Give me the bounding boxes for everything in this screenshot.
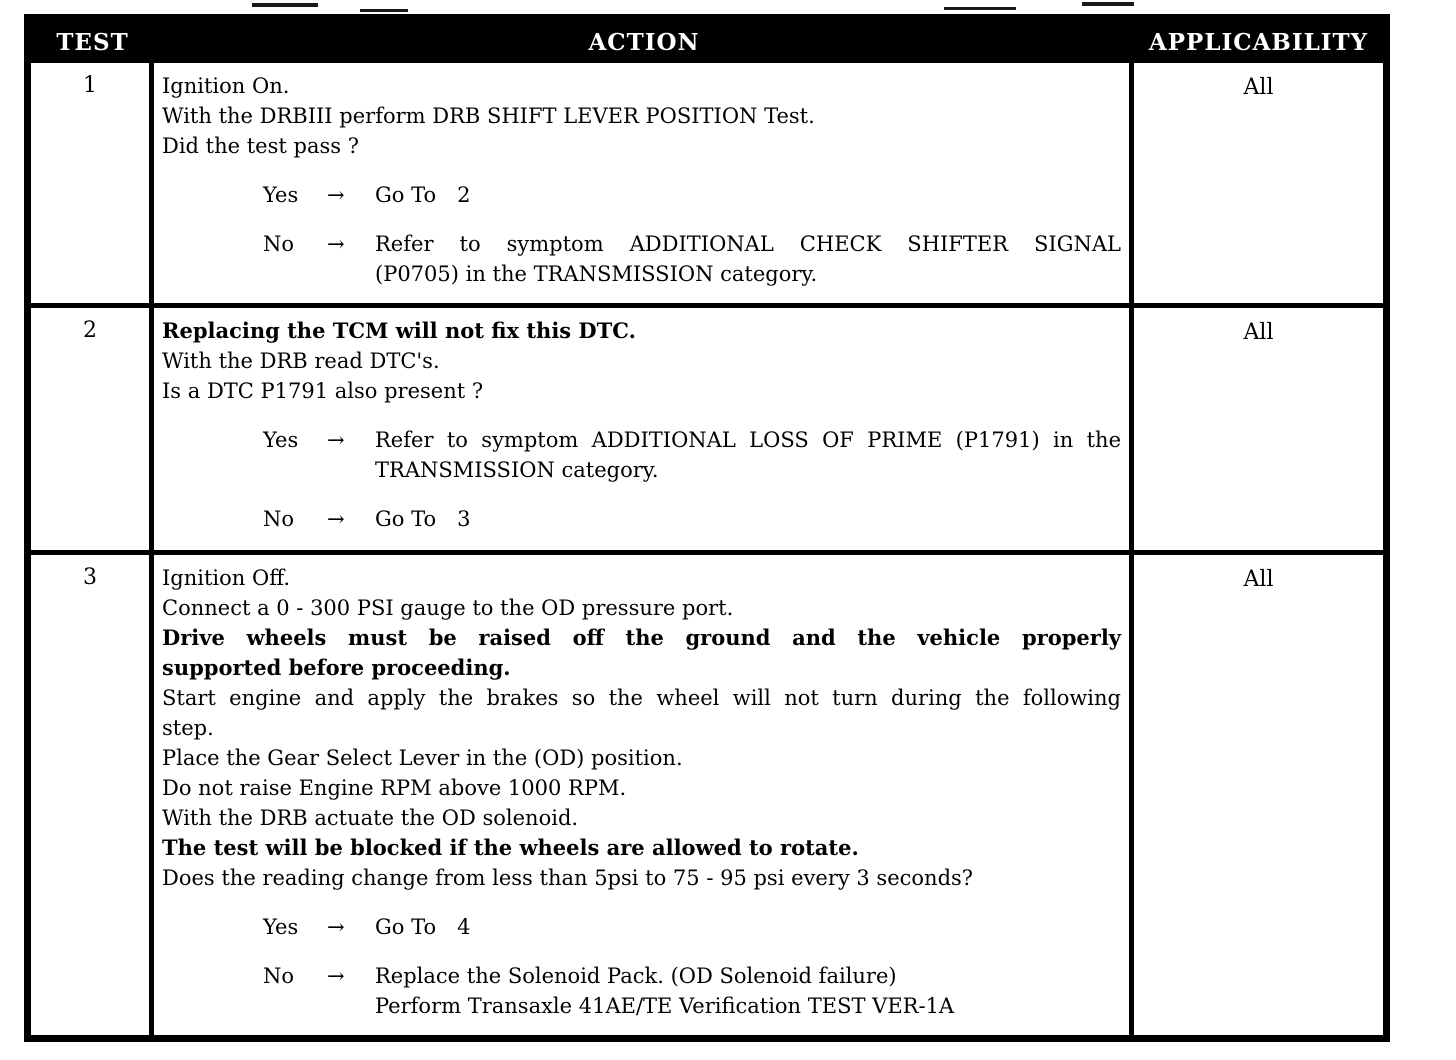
action-line: Did the test pass ? bbox=[162, 134, 359, 158]
action-line: Do not raise Engine RPM above 1000 RPM. bbox=[162, 776, 627, 800]
action-line: With the DRBIII perform DRB SHIFT LEVER POSITION Test. bbox=[162, 104, 815, 128]
branch-result-line: TRANSMISSION category. bbox=[375, 458, 659, 482]
branch-result bbox=[375, 504, 1121, 534]
arrow-icon: → bbox=[327, 428, 345, 452]
branch-label: No bbox=[263, 964, 295, 988]
branch-result-line: Go To 3 bbox=[375, 507, 471, 531]
branch-yes bbox=[162, 912, 1121, 942]
arrow-icon: → bbox=[327, 183, 345, 207]
branch-result-line: Replace the Solenoid Pack. (OD Solenoid failure) bbox=[375, 964, 897, 988]
branch-label: Yes bbox=[263, 915, 299, 939]
test-number: 1 bbox=[31, 63, 154, 303]
action-line: Ignition Off. bbox=[162, 566, 291, 590]
scan-artifact bbox=[252, 3, 318, 7]
action-line: Start engine and apply the brakes so the wheel will not turn during the following bbox=[162, 686, 1121, 710]
branch-no bbox=[162, 504, 1121, 534]
branch-no bbox=[162, 961, 1121, 1021]
branch-result-line: Refer to symptom ADDITIONAL CHECK SHIFTER SIGNAL bbox=[375, 232, 1121, 256]
branch-result-line: (P0705) in the TRANSMISSION category. bbox=[375, 262, 818, 286]
action-line: Drive wheels must be raised off the ground and the vehicle properly bbox=[162, 625, 1121, 650]
header-test: TEST bbox=[56, 28, 129, 56]
branch-yes bbox=[162, 180, 1121, 210]
table-header-row bbox=[31, 21, 1383, 63]
branch-result-line: Refer to symptom ADDITIONAL LOSS OF PRIME (P1791) in the bbox=[375, 428, 1121, 452]
applicability-value: All bbox=[1243, 75, 1274, 100]
arrow-icon: → bbox=[327, 915, 345, 939]
branch-result-line: Perform Transaxle 41AE/TE Verification TEST VER-1A bbox=[375, 994, 955, 1018]
test-number: 2 bbox=[31, 308, 154, 550]
applicability-value: All bbox=[1243, 567, 1274, 592]
action-cell bbox=[154, 308, 1134, 550]
action-line: step. bbox=[162, 716, 214, 740]
action-cell bbox=[154, 63, 1134, 303]
header-applicability: APPLICABILITY bbox=[1148, 28, 1369, 56]
branch-result bbox=[375, 912, 1121, 942]
table-row bbox=[31, 303, 1383, 550]
branch-label: Yes bbox=[263, 183, 299, 207]
scan-artifact bbox=[360, 9, 408, 12]
applicability-value: All bbox=[1243, 320, 1274, 345]
scan-artifact bbox=[1082, 2, 1134, 6]
header-action: ACTION bbox=[588, 28, 700, 56]
branch-label: Yes bbox=[263, 428, 299, 452]
action-line: Place the Gear Select Lever in the (OD) position. bbox=[162, 746, 683, 770]
action-line: Is a DTC P1791 also present ? bbox=[162, 379, 484, 403]
table-row bbox=[31, 63, 1383, 303]
branch-result-line: Go To 4 bbox=[375, 915, 471, 939]
branch-result bbox=[375, 229, 1121, 289]
action-line: Ignition On. bbox=[162, 74, 290, 98]
branch-result-line: Go To 2 bbox=[375, 183, 471, 207]
action-cell bbox=[154, 555, 1134, 1035]
branch-result bbox=[375, 180, 1121, 210]
branch-no bbox=[162, 229, 1121, 289]
action-line: The test will be blocked if the wheels are allowed to rotate. bbox=[162, 835, 859, 860]
table-row bbox=[31, 550, 1383, 1035]
action-line: Does the reading change from less than 5psi to 75 - 95 psi every 3 seconds? bbox=[162, 866, 974, 890]
arrow-icon: → bbox=[327, 964, 345, 988]
action-line: With the DRB read DTC's. bbox=[162, 349, 440, 373]
branch-label: No bbox=[263, 232, 295, 256]
branch-label: No bbox=[263, 507, 295, 531]
branch-result bbox=[375, 961, 1121, 1021]
test-number: 3 bbox=[31, 555, 154, 1035]
arrow-icon: → bbox=[327, 507, 345, 531]
branch-result bbox=[375, 425, 1121, 485]
action-line: With the DRB actuate the OD solenoid. bbox=[162, 806, 579, 830]
scan-artifact bbox=[944, 7, 1016, 10]
arrow-icon: → bbox=[327, 232, 345, 256]
action-line: Replacing the TCM will not fix this DTC. bbox=[162, 318, 636, 343]
diagnostic-test-table bbox=[24, 14, 1390, 1042]
branch-yes bbox=[162, 425, 1121, 485]
action-line: Connect a 0 - 300 PSI gauge to the OD pressure port. bbox=[162, 596, 734, 620]
action-line: supported before proceeding. bbox=[162, 655, 511, 680]
